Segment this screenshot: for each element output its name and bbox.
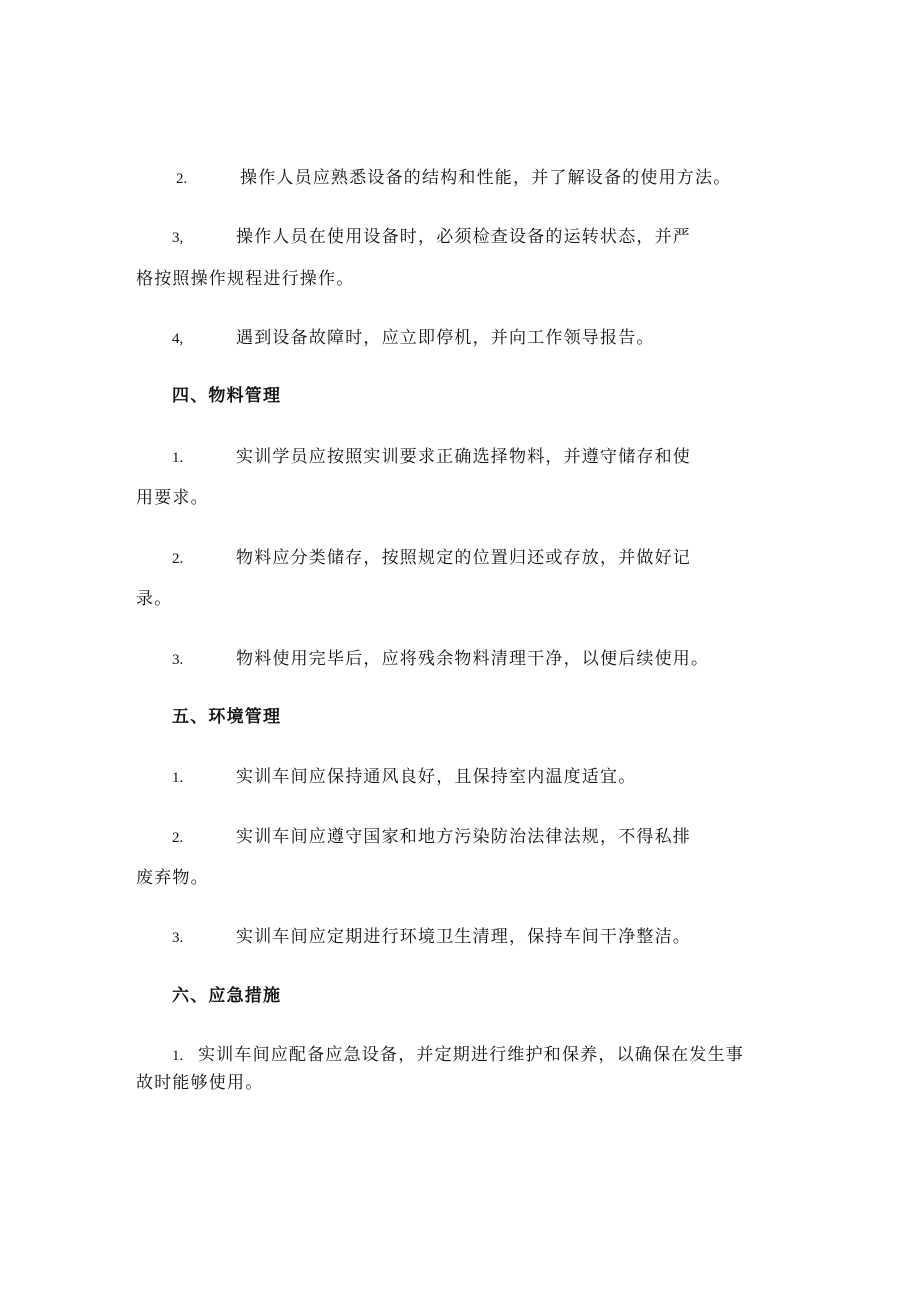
item-number: 2. bbox=[176, 171, 188, 187]
item-number: 2. bbox=[172, 551, 184, 567]
item-text: 操作人员在使用设备时，必须检查设备的运转状态，并严 bbox=[236, 227, 691, 247]
item-text-continuation: 故时能够使用。 bbox=[136, 1073, 264, 1093]
item-text: 实训车间应遵守国家和地方污染防治法律法规，不得私排 bbox=[236, 827, 691, 847]
item-text-continuation: 录。 bbox=[136, 589, 173, 609]
item-number: 3. bbox=[172, 652, 184, 668]
item-text: 实训车间应配备应急设备，并定期进行维护和保养，以确保在发生事 bbox=[198, 1045, 744, 1065]
section-heading-emergency: 六、应急措施 bbox=[172, 986, 282, 1006]
item-text: 遇到设备故障时，应立即停机，并向工作领导报告。 bbox=[236, 328, 655, 348]
item-text: 物料使用完毕后，应将残余物料清理干净，以便后续使用。 bbox=[236, 649, 710, 669]
section-heading-materials: 四、物料管理 bbox=[172, 386, 282, 406]
item-text: 实训车间应定期进行环境卫生清理，保持车间干净整洁。 bbox=[236, 927, 691, 947]
item-number: 1. bbox=[172, 770, 184, 786]
item-number: 3, bbox=[172, 230, 184, 246]
item-number: 3. bbox=[172, 930, 184, 946]
item-number: 2. bbox=[172, 830, 184, 846]
item-text-continuation: 废弃物。 bbox=[136, 868, 209, 888]
item-text: 实训车间应保持通风良好，且保持室内温度适宜。 bbox=[236, 767, 637, 787]
item-text: 实训学员应按照实训要求正确选择物料，并遵守储存和使 bbox=[236, 447, 691, 467]
item-text-continuation: 用要求。 bbox=[136, 488, 209, 508]
item-number: 1. bbox=[172, 1048, 184, 1064]
item-number: 4, bbox=[172, 331, 184, 347]
item-number: 1. bbox=[172, 450, 184, 466]
section-heading-environment: 五、环境管理 bbox=[172, 707, 282, 727]
item-text: 物料应分类储存，按照规定的位置归还或存放，并做好记 bbox=[236, 548, 691, 568]
item-text-continuation: 格按照操作规程进行操作。 bbox=[136, 269, 355, 289]
item-text: 操作人员应熟悉设备的结构和性能，并了解设备的使用方法。 bbox=[240, 168, 732, 188]
